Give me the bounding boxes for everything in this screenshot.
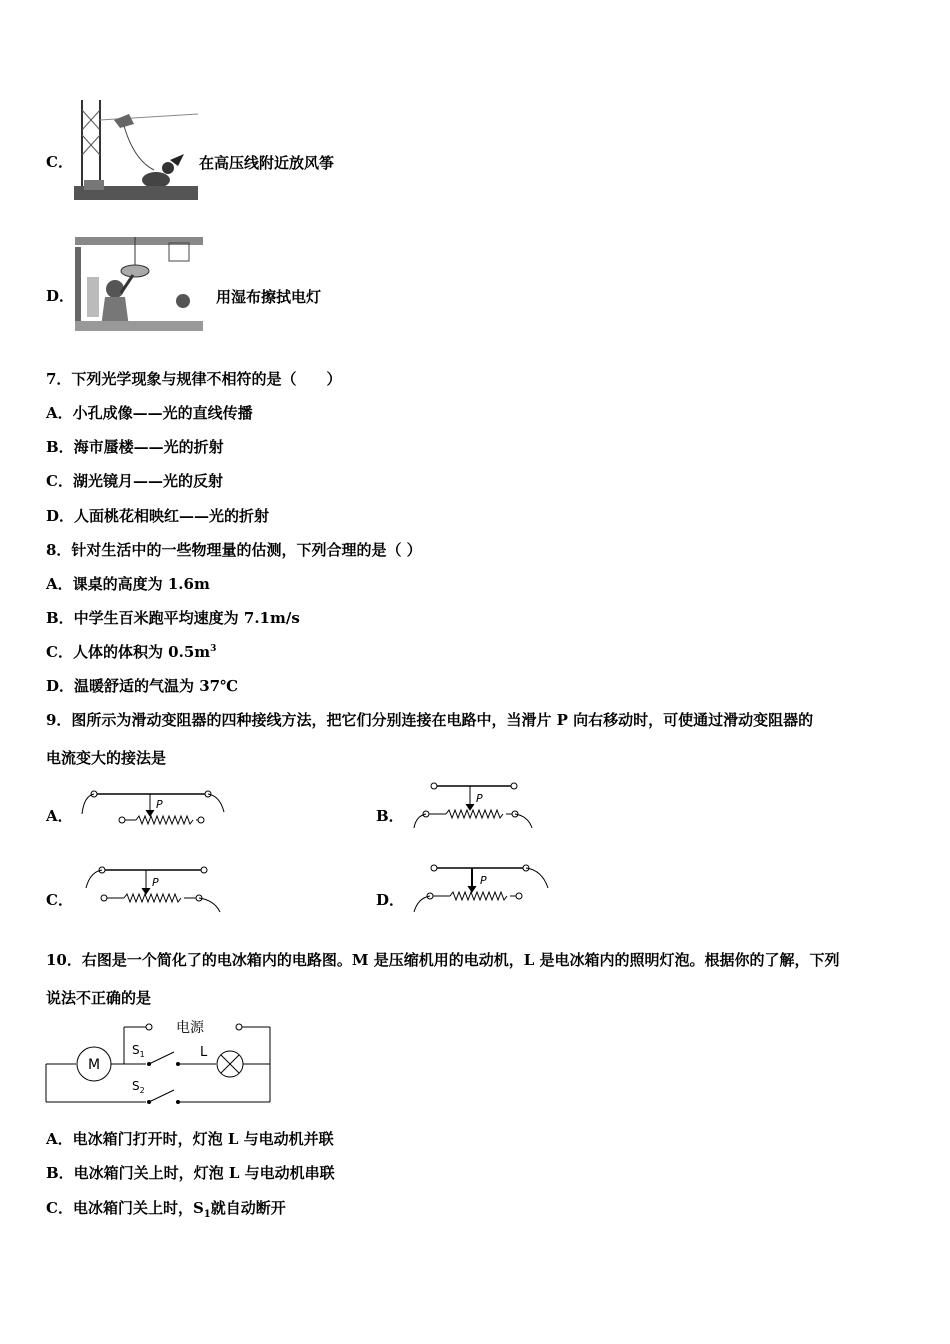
q8-option-d: D．温暖舒适的气温为 37℃	[46, 677, 239, 695]
q6-option-d-text: 用湿布擦拭电灯	[216, 288, 322, 306]
q7-option-c: C．湖光镜月——光的反射	[46, 472, 223, 490]
q10-option-a: A．电冰箱门打开时，灯泡 L 与电动机并联	[46, 1130, 334, 1148]
q9-option-c-label: C．	[46, 891, 73, 909]
q7-option-d: D．人面桃花相映红——光的折射	[46, 507, 270, 525]
q6-option-d-letter: D．	[46, 287, 75, 305]
q8-stem: 8．针对生活中的一些物理量的估测，下列合理的是（ ）	[46, 541, 422, 559]
lamp-label: L	[200, 1045, 208, 1060]
rheostat-diagram-c	[82, 862, 224, 914]
q10-stem-line1: 10．右图是一个简化了的电冰箱内的电路图。M 是压缩机用的电动机，L 是电冰箱内的照明灯泡。根据你的了解，下列	[46, 951, 840, 969]
q8-option-c	[46, 642, 216, 662]
s1-label: $S_1$	[132, 1043, 145, 1059]
q10-option-c-subscript: 1	[203, 1209, 211, 1220]
slider-p-label: P	[152, 876, 159, 889]
slider-p-label: P	[480, 874, 487, 887]
rheostat-diagram-b	[410, 778, 540, 830]
rheostat-diagram-a	[80, 784, 230, 830]
power-source-label: 电源	[176, 1020, 204, 1036]
motor-label: M	[87, 1057, 101, 1073]
kite-near-power-line-image	[74, 100, 198, 200]
q10-option-b: B．电冰箱门关上时，灯泡 L 与电动机串联	[46, 1164, 335, 1182]
wiping-lamp-image	[75, 237, 203, 331]
q9-option-b-label: B．	[376, 807, 404, 825]
slider-p-label: P	[156, 798, 163, 811]
fridge-circuit-diagram	[40, 1014, 280, 1108]
q8-option-a: A．课桌的高度为 1.6m	[46, 575, 210, 593]
q10-option-c-text: C．电冰箱门关上时，S	[46, 1199, 204, 1217]
q9-stem-line2: 电流变大的接法是	[46, 749, 167, 767]
q7-option-a: A．小孔成像——光的直线传播	[46, 404, 253, 422]
q9-option-d-label: D．	[376, 891, 405, 909]
slider-p-label: P	[476, 792, 483, 805]
q7-option-b: B．海市蜃楼——光的折射	[46, 438, 224, 456]
q8-option-b: B．中学生百米跑平均速度为 7.1m/s	[46, 609, 300, 627]
q6-option-c-text: 在高压线附近放风筝	[199, 154, 335, 172]
q9-option-a-label: A．	[46, 807, 73, 825]
q7-stem: 7．下列光学现象与规律不相符的是（ ）	[46, 370, 342, 388]
q9-stem-line1: 9．图所示为滑动变阻器的四种接线方法，把它们分别连接在电路中，当滑片 P 向右移动时，可使通过滑动变阻器的	[46, 711, 814, 729]
rheostat-diagram-d	[410, 860, 552, 916]
q8-option-c-text: C．人体的体积为 0.5m	[46, 643, 211, 661]
q10-stem-line2: 说法不正确的是	[46, 989, 152, 1007]
q10-option-c-suffix: 就自动断开	[210, 1199, 286, 1217]
s2-label: $S_2$	[132, 1079, 145, 1095]
q6-option-c-letter: C．	[46, 153, 73, 171]
q10-option-c	[46, 1198, 286, 1218]
q8-option-c-exponent: 3	[210, 644, 217, 654]
